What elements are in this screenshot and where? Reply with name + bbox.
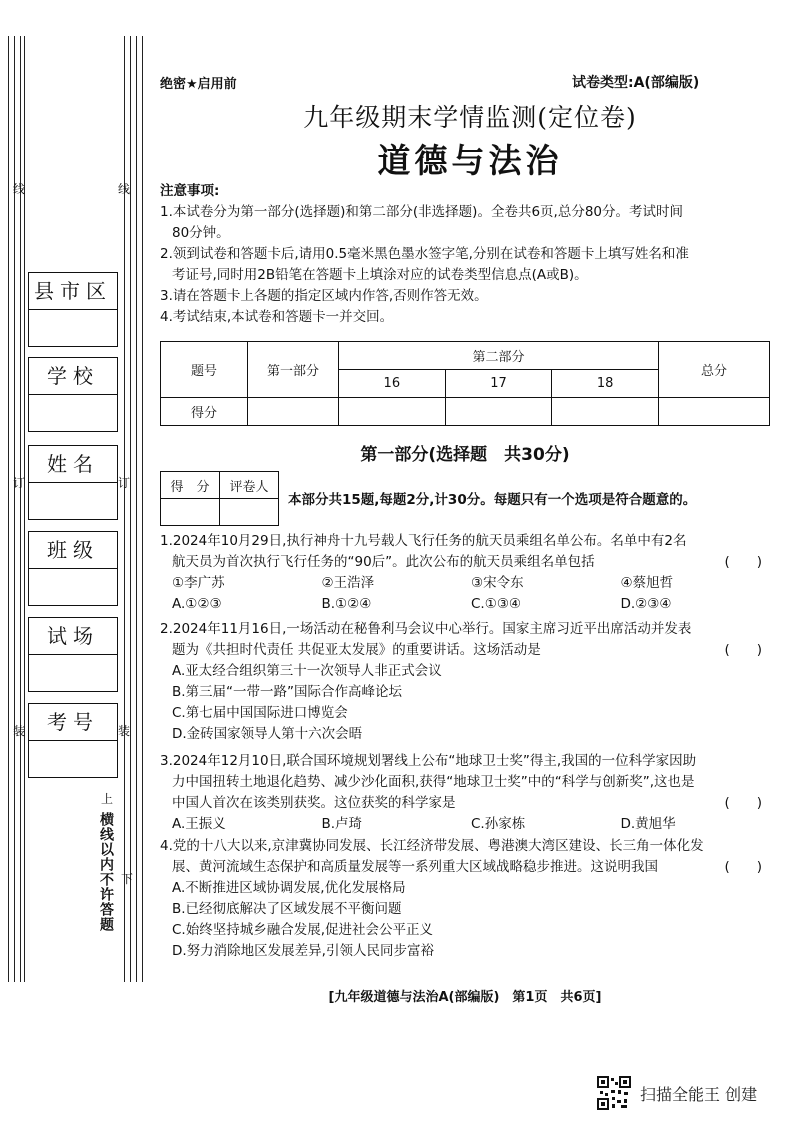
exam-number-label: 考号	[29, 704, 117, 741]
zhuang-label-left: 装	[13, 724, 26, 738]
score-cell[interactable]	[339, 398, 446, 426]
option: D.②③④	[620, 596, 672, 612]
exam-number-field[interactable]	[28, 703, 118, 778]
up-mark: 上	[101, 792, 114, 806]
binding-line	[20, 36, 21, 982]
option: C.①③④	[471, 596, 522, 612]
note-line: 3.请在答题卡上各题的指定区域内作答,否则作答无效。	[160, 288, 488, 304]
item: ②王浩泽	[321, 575, 375, 591]
down-mark: 下	[121, 872, 134, 886]
option: B.①②④	[321, 596, 372, 612]
option: D.黄旭华	[620, 816, 676, 832]
answer-paren: ( )	[724, 795, 762, 811]
item: ③宋令东	[471, 575, 524, 591]
binding-line	[8, 36, 9, 982]
grader-score-label: 得 分	[161, 472, 220, 499]
binding-strip	[0, 0, 152, 1010]
note-line: 4.考试结束,本试卷和答题卡一并交回。	[160, 309, 394, 325]
name-field[interactable]	[28, 445, 118, 520]
question-line: 1.2024年10月29日,执行神舟十九号载人飞行任务的航天员乘组名单公布。名单中有2名	[160, 533, 687, 549]
option: D.金砖国家领导人第十六次会晤	[172, 726, 363, 742]
no-answer-note: 横线以内不许答题	[98, 812, 114, 932]
ding-label-left: 订	[13, 476, 26, 490]
q-number: 18	[552, 370, 659, 398]
binding-line	[136, 36, 137, 982]
option: A.王振义	[172, 816, 226, 832]
question-1	[160, 531, 770, 615]
name-label: 姓名	[29, 446, 117, 483]
exam-room-blank[interactable]	[29, 655, 117, 691]
school-label: 学校	[29, 358, 117, 395]
exam-title: 道德与法治	[377, 141, 563, 180]
note-line: 80分钟。	[172, 225, 230, 241]
col-part1: 第一部分	[248, 342, 339, 398]
secret-label: 绝密★启用前	[160, 77, 237, 92]
binding-line	[14, 36, 15, 982]
option: A.①②③	[172, 596, 222, 612]
binding-line	[24, 36, 25, 982]
score-cell[interactable]	[659, 398, 770, 426]
option: A.亚太经合组织第三十一次领导人非正式会议	[172, 663, 442, 679]
section-title: 第一部分(选择题 共30分)	[360, 445, 570, 465]
scanner-watermark: 扫描全能王 创建	[640, 1085, 758, 1104]
question-line: 题为《共担时代责任 共促亚太发展》的重要讲话。这场活动是	[172, 642, 541, 658]
binding-line	[124, 36, 125, 982]
question-2	[160, 619, 770, 745]
line-label-right: 线	[118, 182, 131, 196]
class-label: 班级	[29, 532, 117, 569]
question-3	[160, 751, 770, 835]
question-line: 4.党的十八大以来,京津冀协同发展、长江经济带发展、粤港澳大湾区建设、长三角一体化发	[160, 838, 704, 854]
q-number: 16	[339, 370, 446, 398]
q-number: 17	[445, 370, 552, 398]
exam-room-field[interactable]	[28, 617, 118, 692]
question-line: 展、黄河流域生态保护和高质量发展等一系列重大区域战略稳步推进。这说明我国	[172, 859, 658, 875]
item: ①李广苏	[172, 575, 225, 591]
note-line: 2.领到试卷和答题卡后,请用0.5毫米黑色墨水签字笔,分别在试卷和答题卡上填写姓名和准	[160, 246, 689, 262]
col-total: 总分	[659, 342, 770, 398]
exam-subtitle: 九年级期末学情监测(定位卷)	[303, 103, 637, 132]
question-line: 力中国扭转土地退化趋势、减少沙化面积,获得“地球卫士奖”中的“科学与创新奖”,这也是	[172, 774, 695, 790]
paper-type: 试卷类型:A(部编版)	[572, 75, 700, 91]
item: ④蔡旭哲	[620, 575, 674, 591]
option: C.第七届中国国际进口博览会	[172, 705, 348, 721]
score-cell[interactable]	[445, 398, 552, 426]
answer-paren: ( )	[724, 554, 762, 570]
school-blank[interactable]	[29, 395, 117, 431]
grader-table	[160, 471, 279, 526]
score-cell[interactable]	[248, 398, 339, 426]
option: C.孙家栋	[471, 816, 526, 832]
option: B.已经彻底解决了区域发展不平衡问题	[172, 901, 402, 917]
binding-line	[142, 36, 143, 982]
option: B.第三届“一带一路”国际合作高峰论坛	[172, 684, 403, 700]
binding-line	[130, 36, 131, 982]
question-4	[160, 836, 770, 962]
grader-person-label: 评卷人	[220, 472, 279, 499]
option: D.努力消除地区发展差异,引领人民同步富裕	[172, 943, 434, 959]
answer-paren: ( )	[724, 859, 762, 875]
answer-paren: ( )	[724, 642, 762, 658]
grader-score-cell[interactable]	[161, 499, 220, 526]
ding-label-right: 订	[118, 476, 131, 490]
section-instruction: 本部分共15题,每题2分,计30分。每题只有一个选项是符合题意的。	[288, 492, 697, 508]
county-blank[interactable]	[29, 310, 117, 346]
row-score-label: 得分	[161, 398, 248, 426]
exam-number-blank[interactable]	[29, 741, 117, 777]
page-footer: [九年级道德与法治A(部编版) 第1页 共6页]	[328, 990, 602, 1005]
class-blank[interactable]	[29, 569, 117, 605]
question-line: 2.2024年11月16日,一场活动在秘鲁利马会议中心举行。国家主席习近平出席活动并发表	[160, 621, 692, 637]
score-cell[interactable]	[552, 398, 659, 426]
qr-code-icon	[597, 1076, 631, 1110]
name-blank[interactable]	[29, 483, 117, 519]
line-label-left: 线	[13, 182, 26, 196]
question-line: 航天员为首次执行飞行任务的“90后”。此次公布的航天员乘组名单包括	[172, 554, 595, 570]
option: B.卢琦	[321, 816, 363, 832]
notes-heading: 注意事项:	[160, 183, 220, 199]
county-label: 县市区	[29, 273, 117, 310]
note-line: 考证号,同时用2B铅笔在答题卡上填涂对应的试卷类型信息点(A或B)。	[172, 267, 588, 283]
county-field[interactable]	[28, 272, 118, 347]
grader-person-cell[interactable]	[220, 499, 279, 526]
option: C.始终坚持城乡融合发展,促进社会公平正义	[172, 922, 434, 938]
exam-room-label: 试场	[29, 618, 117, 655]
option: A.不断推进区域协调发展,优化发展格局	[172, 880, 406, 896]
question-line: 中国人首次在该类别获奖。这位获奖的科学家是	[172, 795, 456, 811]
note-line: 1.本试卷分为第一部分(选择题)和第二部分(非选择题)。全卷共6页,总分80分。考试时间	[160, 204, 684, 220]
school-field[interactable]	[28, 357, 118, 432]
score-table	[160, 341, 770, 426]
notes-section	[160, 181, 775, 328]
zhuang-label-right: 装	[118, 724, 131, 738]
col-question: 题号	[161, 342, 248, 398]
class-field[interactable]	[28, 531, 118, 606]
question-line: 3.2024年12月10日,联合国环境规划署线上公布“地球卫士奖”得主,我国的一位科学家因助	[160, 753, 697, 769]
col-part2: 第二部分	[339, 342, 659, 370]
